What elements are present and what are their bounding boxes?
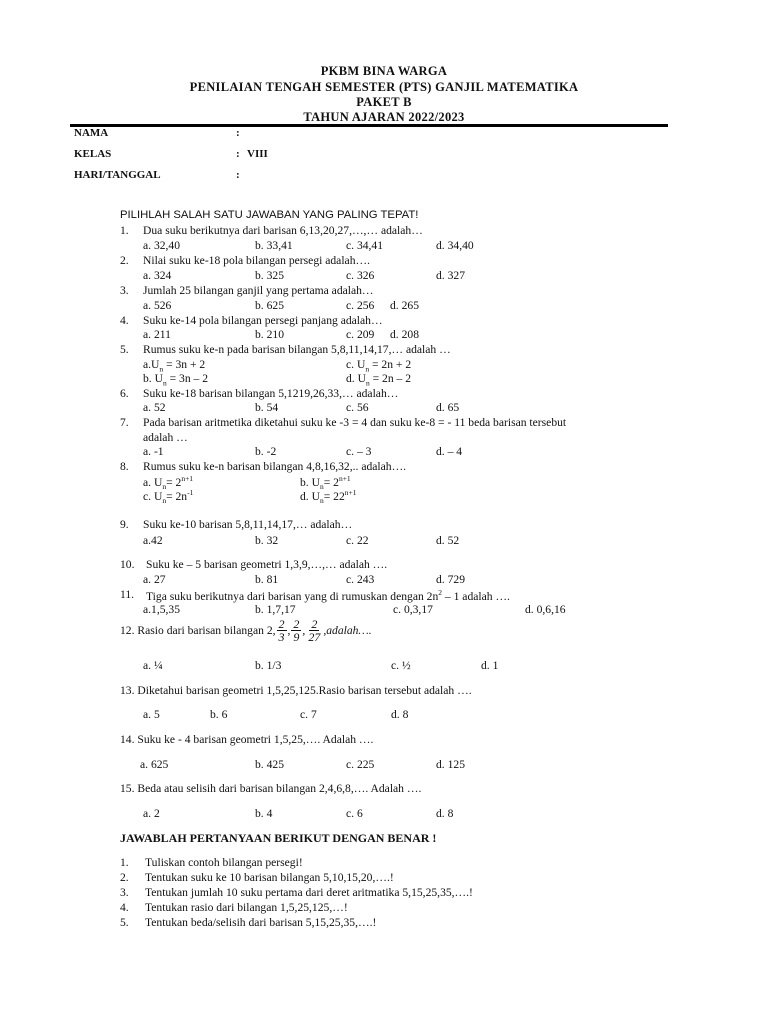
question-text: Nilai suku ke-18 pola bilangan persegi adalah….: [143, 254, 370, 267]
question-number: 7.: [120, 416, 129, 429]
essay-number: 5.: [120, 916, 129, 929]
school-name: PKBM BINA WARGA: [320, 64, 448, 78]
option-b: b. -2: [255, 445, 277, 458]
essay-number: 3.: [120, 886, 129, 899]
option-a: a. -1: [143, 445, 164, 458]
option-c: c. ½: [391, 659, 411, 672]
option-c: c. 243: [346, 573, 375, 586]
day-date-colon: :: [236, 169, 240, 181]
option-d: d. – 4: [436, 445, 463, 458]
option-d: d. 8: [391, 708, 409, 721]
fraction: $\frac{2}{9}$: [293, 617, 300, 644]
question-text: Rumus suku ke-n barisan bilangan 4,8,16,32,.. adalah….: [143, 460, 407, 473]
essay-number: 4.: [120, 901, 129, 914]
option-d: d. 208: [390, 328, 419, 341]
question-text: Suku ke-18 barisan bilangan 5,1219,26,33,… adalah…: [143, 387, 399, 400]
question-text: Dua suku berikutnya dari barisan 6,13,20,27,…,… adalah…: [143, 224, 423, 237]
question-text-continued: adalah …: [143, 431, 188, 444]
option-a: a. 324: [143, 269, 172, 282]
essay-question: Tentukan suku ke 10 barisan bilangan 5,10,15,20,….!: [145, 871, 394, 884]
academic-year: TAHUN AJARAN 2022/2023: [303, 110, 465, 124]
option-a: a. 27: [143, 573, 166, 586]
section2-instruction: JAWABLAH PERTANYAAN BERIKUT DENGAN BENAR !: [120, 831, 437, 845]
option-c: c. $U_n = 2n + 2$: [346, 358, 412, 374]
option-a: a. 526: [143, 299, 172, 312]
name-label: NAMA: [74, 127, 109, 139]
question-number: 2.: [120, 254, 129, 267]
option-c: c. 34,41: [346, 239, 384, 252]
option-b: b. 32: [255, 534, 279, 547]
option-c: c. 7: [300, 708, 317, 721]
option-d: d. 729: [436, 573, 465, 586]
option-d: d. $U_n= 22^{n+1}$: [300, 488, 357, 506]
option-c: c. 0,3,17: [393, 603, 433, 616]
question-number: 5.: [120, 343, 129, 356]
question-number: 6.: [120, 387, 129, 400]
name-colon: :: [236, 127, 240, 139]
option-b: b. 1,7,17: [255, 603, 296, 616]
option-b: b. 4: [255, 807, 273, 820]
option-c: c. $U_n= 2n^{-1}$: [143, 488, 194, 506]
question-text: Suku ke – 5 barisan geometri 1,3,9,…,… adalah ….: [146, 558, 388, 571]
question-number: 3.: [120, 284, 129, 297]
package-label: PAKET B: [356, 95, 412, 109]
option-a: a. 5: [143, 708, 160, 721]
option-d: d. $U_n = 2n - 2$: [346, 372, 412, 388]
essay-question: Tentukan beda/selisih dari barisan 5,15,25,35,….!: [145, 916, 377, 929]
question-text: Suku ke-14 pola bilangan persegi panjang adalah…: [143, 314, 383, 327]
option-b: b. $U_n= 2^{n+1}$: [300, 474, 351, 492]
option-a: a. 32,40: [143, 239, 181, 252]
option-a: a. 625: [140, 758, 169, 771]
option-c: c. – 3: [346, 445, 372, 458]
option-d: d. 0,6,16: [525, 603, 566, 616]
option-b: b. 425: [255, 758, 284, 771]
question-text: 13. Diketahui barisan geometri 1,5,25,125.Rasio barisan tersebut adalah ….: [120, 684, 472, 697]
class-label: KELAS: [74, 148, 112, 160]
option-b: b. 325: [255, 269, 284, 282]
header-divider: [70, 124, 668, 127]
option-b: b. 210: [255, 328, 284, 341]
question-text: Jumlah 25 bilangan ganjil yang pertama adalah…: [143, 284, 374, 297]
option-b: b. 1/3: [255, 659, 282, 672]
essay-question: Tentukan rasio dari bilangan 1,5,25,125,…!: [145, 901, 348, 914]
option-a: a. ¼: [143, 659, 163, 672]
option-d: d. 327: [436, 269, 465, 282]
option-a: a.42: [143, 534, 163, 547]
option-d: d. 52: [436, 534, 460, 547]
essay-number: 1.: [120, 856, 129, 869]
class-value: VIII: [247, 148, 268, 160]
option-d: d. 125: [436, 758, 465, 771]
option-c: c. 22: [346, 534, 369, 547]
question-number: 8.: [120, 460, 129, 473]
option-c: c. 225: [346, 758, 375, 771]
question-number: 10.: [120, 558, 135, 571]
question-text: Suku ke-10 barisan 5,8,11,14,17,… adalah…: [143, 518, 353, 531]
essay-question: Tentukan jumlah 10 suku pertama dari deret aritmatika 5,15,25,35,….!: [145, 886, 473, 899]
option-a: $a.U_n = 3n + 2$: [143, 358, 206, 374]
section1-instruction: PILIHLAH SALAH SATU JAWABAN YANG PALING TEPAT!: [120, 209, 419, 221]
question-text: Pada barisan aritmetika diketahui suku ke -3 = 4 dan suku ke-8 = - 11 beda barisan tersebut: [143, 416, 567, 429]
option-a: a. 2: [143, 807, 160, 820]
option-b: b. 81: [255, 573, 279, 586]
option-d: d. 34,40: [436, 239, 474, 252]
option-d: d. 8: [436, 807, 454, 820]
option-c: c. 256: [346, 299, 375, 312]
option-c: c. 209: [346, 328, 375, 341]
option-d: d. 265: [390, 299, 419, 312]
option-c: c. 6: [346, 807, 363, 820]
option-b: b. 54: [255, 401, 279, 414]
question-text: 15. Beda atau selisih dari barisan bilangan 2,4,6,8,…. Adalah ….: [120, 782, 422, 795]
day-date-label: HARI/TANGGAL: [74, 169, 161, 181]
fraction: $\frac{2}{27}$: [308, 617, 321, 644]
essay-number: 2.: [120, 871, 129, 884]
option-b: b. 33,41: [255, 239, 293, 252]
option-a: a.1,5,35: [143, 603, 181, 616]
exam-title: PENILAIAN TENGAH SEMESTER (PTS) GANJIL MATEMATIKA: [189, 80, 579, 94]
class-colon: :: [236, 148, 240, 160]
question-number: 4.: [120, 314, 129, 327]
question-number: 1.: [120, 224, 129, 237]
option-a: a. 52: [143, 401, 166, 414]
question-number: 11.: [120, 588, 135, 601]
question-number: 9.: [120, 518, 129, 531]
essay-question: Tuliskan contoh bilangan persegi!: [145, 856, 303, 869]
option-b: b. 625: [255, 299, 284, 312]
option-a: a. $U_n= 2^{n+1}$: [143, 474, 194, 492]
option-d: d. 1: [481, 659, 499, 672]
question-text: 14. Suku ke - 4 barisan geometri 1,5,25,…. Adalah ….: [120, 733, 374, 746]
option-b: b. 6: [210, 708, 228, 721]
fraction: $\frac{2}{3}$: [278, 617, 285, 644]
option-b: b. $U_n = 3n - 2$: [143, 372, 209, 388]
option-c: c. 56: [346, 401, 369, 414]
option-a: a. 211: [143, 328, 171, 341]
question-text: Rumus suku ke-n pada barisan bilangan 5,8,11,14,17,… adalah …: [143, 343, 451, 356]
question-text: Tiga suku berikutnya dari barisan yang di rumuskan dengan $2n^2 - 1$ adalah ….: [146, 588, 510, 603]
option-d: d. 65: [436, 401, 460, 414]
option-c: c. 326: [346, 269, 375, 282]
question-text: 12. Rasio dari barisan bilangan 2, $\frac{2}{3}$ , $\frac{2}{9}$ , $\frac{2}{27}$ ,adalah….: [120, 617, 372, 644]
